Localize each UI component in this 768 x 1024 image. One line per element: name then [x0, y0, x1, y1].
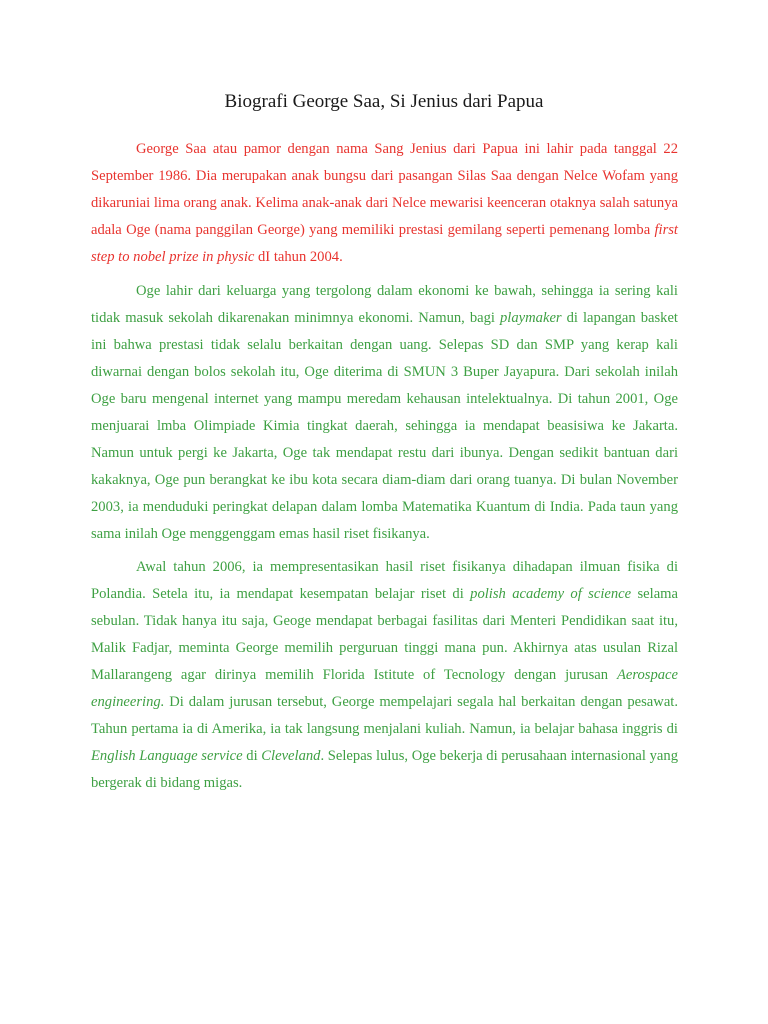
paragraph-3-text-e: . Selepas lulus, Oge bekerja di perusahaan internasional yang bergerak di bidang migas.: [91, 748, 678, 791]
paragraph-3-text-d: di: [242, 748, 262, 764]
paragraph-1-italic-a: first step to nobel prize in physic: [91, 222, 678, 265]
paragraph-1: [91, 136, 678, 271]
paragraph-1-text-a: George Saa atau pamor dengan nama Sang Jenius dari Papua ini lahir pada tanggal 22 September 1986. Dia merupakan anak bungsu dari pasangan Silas Saa dengan Nelce Wofam yang dikaruniai lima orang anak. Kelima anak-anak dari Nelce mewarisi keenceran otaknya salah satunya adala Oge (nama panggilan George) yang memiliki prestasi gemilang seperti pemenang lomba: [91, 141, 678, 238]
paragraph-2-text-b: di lapangan basket ini bahwa prestasi tidak selalu berkaitan dengan uang. Selepas SD dan SMP yang kerap kali diwarnai dengan bolos sekolah itu, Oge diterima di SMUN 3 Buper Jayapura. Dari sekolah inilah Oge baru mengenal internet yang mampu meredam kehausan intelektualnya. Di tahun 2001, Oge menjuarai lmba Olimpiade Kimia tingkat daerah, sehingga ia mendapat beasisiwa ke Jakarta. Namun untuk pergi ke Jakarta, Oge tak mendapat restu dari ibunya. Dengan sedikit bantuan dari kakaknya, Oge pun berangkat ke ibu kota secara diam-diam dari orang tuanya. Di bulan November 2003, ia menduduki peringkat delapan dalam lomba Matematika Kuantum di India. Pada taun yang sama inilah Oge menggenggam emas hasil riset fisikanya.: [91, 310, 678, 542]
paragraph-3-text-b: selama sebulan. Tidak hanya itu saja, Geoge mendapat berbagai fasilitas dari Menteri Pendidikan saat itu, Malik Fadjar, meminta George memilih perguruan tinggi mana pun. Akhirnya atas usulan Rizal Mallarangeng agar dirinya memilih Florida Istitute of Tecnology dengan jurusan: [91, 586, 679, 683]
paragraph-2-text-a: Oge lahir dari keluarga yang tergolong dalam ekonomi ke bawah, sehingga ia sering kali tidak masuk sekolah dikarenakan minimnya ekonomi. Namun, bagi: [91, 283, 678, 326]
paragraph-3-italic-a: polish academy of science: [470, 586, 632, 602]
paragraph-3-text-c: Di dalam jurusan tersebut, George mempelajari segala hal berkaitan dengan pesawat. Tahun pertama ia di Amerika, ia tak langsung menjalani kuliah. Namun, ia belajar bahasa inggris di: [91, 694, 678, 737]
paragraph-3-text-a: Awal tahun 2006, ia mempresentasikan hasil riset fisikanya dihadapan ilmuan fisika di Polandia. Setela itu, ia mendapat kesempatan belajar riset di: [91, 559, 678, 602]
paragraph-1-text-b: dI tahun 2004.: [254, 249, 343, 265]
paragraph-3-italic-c: English Language service: [91, 748, 243, 764]
document-title: Biografi George Saa, Si Jenius dari Papua: [224, 91, 544, 112]
paragraph-3-italic-b: Aerospace engineering.: [91, 667, 678, 710]
paragraph-3-italic-d: Cleveland: [261, 748, 321, 764]
paragraph-2-italic-a: playmaker: [500, 310, 562, 326]
paragraph-3: [91, 554, 678, 797]
paragraph-2: [91, 278, 678, 548]
